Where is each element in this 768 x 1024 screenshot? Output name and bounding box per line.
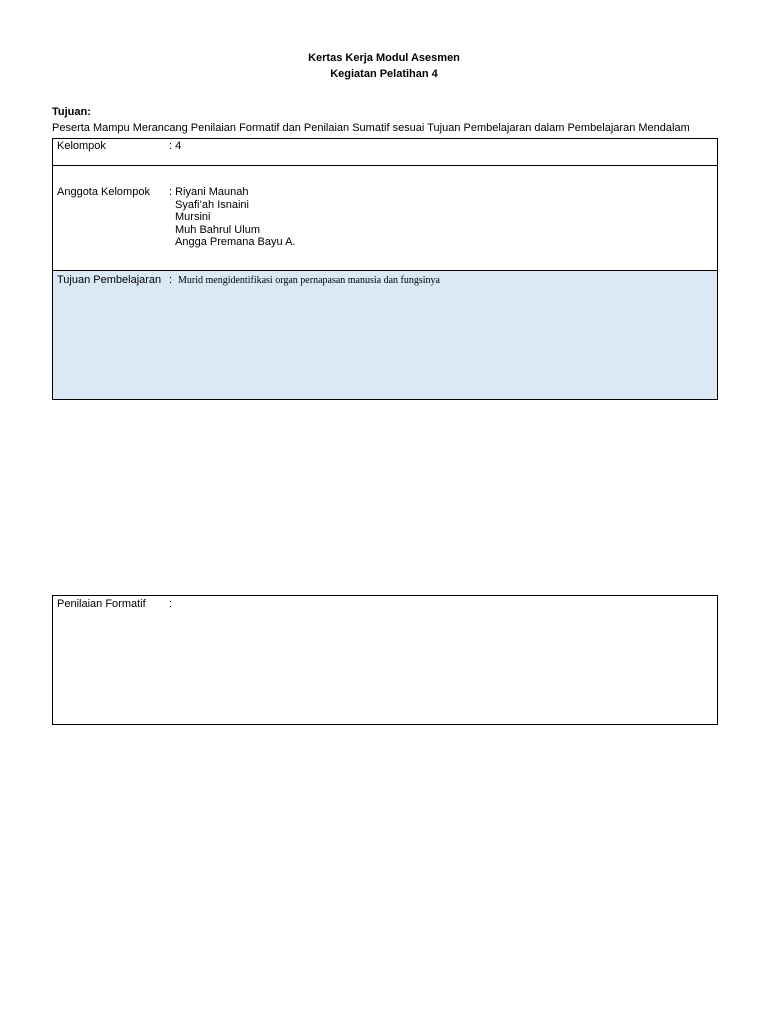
kelompok-label: Kelompok <box>57 140 106 152</box>
purpose-text: Peserta Mampu Merancang Penilaian Formatif dan Penilaian Sumatif sesuai Tujuan Pembelajaran dalam Pembelajaran Mendalam <box>52 122 690 134</box>
member-item: Angga Premana Bayu A. <box>175 236 296 249</box>
document-title: Kertas Kerja Modul Asesmen <box>308 52 460 64</box>
anggota-kelompok-label: Anggota Kelompok <box>57 186 150 198</box>
penilaian-formatif-box[interactable] <box>52 595 718 725</box>
member-list <box>169 186 295 249</box>
row-kelompok <box>53 139 717 166</box>
tujuan-pembelajaran-colon: : <box>169 274 173 286</box>
member-item: : Riyani Maunah <box>169 186 249 198</box>
tujuan-pembelajaran-label: Tujuan Pembelajaran <box>57 274 162 286</box>
purpose-label: Tujuan: <box>52 106 91 118</box>
row-anggota-kelompok <box>53 166 717 271</box>
identity-table <box>52 138 718 400</box>
kelompok-value: : 4 <box>169 140 182 152</box>
member-item: Muh Bahrul Ulum <box>175 223 260 236</box>
penilaian-formatif-colon: : <box>169 598 173 610</box>
penilaian-formatif-label: Penilaian Formatif <box>57 598 146 610</box>
document-subtitle: Kegiatan Pelatihan 4 <box>330 68 438 80</box>
member-item: Mursini <box>175 211 211 224</box>
tujuan-pembelajaran-value[interactable]: Murid mengidentifikasi organ pernapasan manusia dan fungsinya <box>178 275 440 286</box>
row-tujuan-pembelajaran <box>53 271 717 399</box>
member-item: Syafi’ah Isnaini <box>175 198 249 211</box>
